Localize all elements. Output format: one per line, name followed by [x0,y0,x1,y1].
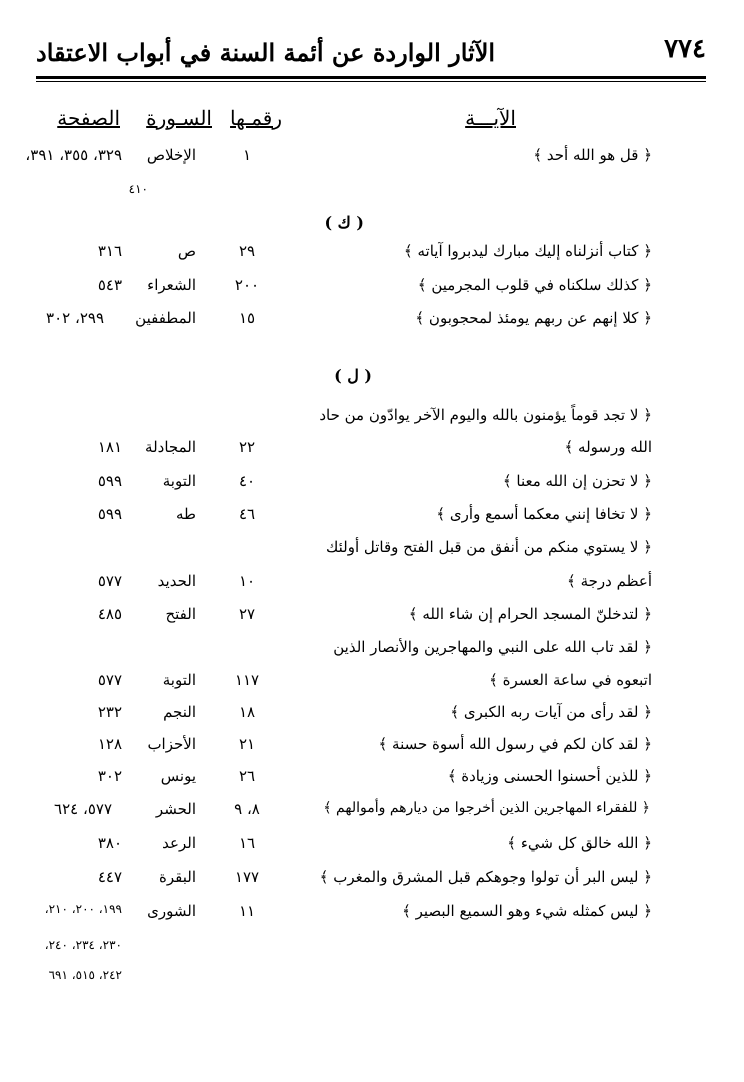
ayah-text: ﴿ لقد كان لكم في رسول الله أسوة حسنة ﴾ [378,735,652,753]
table-row [0,902,744,932]
ayah-text: ﴿ ليس كمثله شيء وهو السميع البصير ﴾ [402,902,652,920]
ayah-text: ﴿ لا تجد قوماً يؤمنون بالله واليوم الآخر يوادّون من حاد [319,406,652,424]
surah-name: المجادلة [145,438,196,456]
ayah-text: ﴿ للفقراء المهاجرين الذين أخرجوا من ديارهم وأموالهم ﴾ [323,800,650,816]
table-row-continuation [0,671,744,701]
column-header-surah: السـورة [146,106,212,130]
page-refs-cont: ٢٣٠، ٢٣٤، ٢٤٠، [44,938,122,952]
column-header-ayah: الآيـــة [465,106,516,130]
ayah-text: ﴿ لا تخافا إنني معكما أسمع وأرى ﴾ [436,505,652,523]
ayah-text-cont: أعظم درجة ﴾ [567,572,652,590]
page-refs: ١٨١ [97,438,122,456]
table-row [0,834,744,864]
surah-name: الإخلاص [146,146,196,164]
surah-name: الرعد [162,834,196,852]
ayah-number: ٤٠ [238,472,256,490]
table-row [0,505,744,535]
column-header-page: الصفحة [57,106,120,130]
surah-name: المطففين [135,309,196,327]
table-row [0,276,744,306]
ayah-text: ﴿ لا يستوي منكم من أنفق من قبل الفتح وقاتل أولئك [325,538,652,556]
ayah-number: ٢٦ [238,767,256,785]
ayah-number: ٢٠٠ [234,276,260,294]
page-header [36,34,706,74]
page-refs: ٢٩٩، ٣٠٢ [46,309,104,327]
ayah-text: ﴿ كلا إنهم عن ربهم يومئذ لمحجوبون ﴾ [415,309,652,327]
table-row [0,767,744,797]
surah-name: التوبة [162,671,196,689]
page-refs: ٥٧٧ [97,671,122,689]
ayah-text: ﴿ كذلك سلكناه في قلوب المجرمين ﴾ [417,276,652,294]
ayah-number: ١٧٧ [234,868,260,886]
surah-name: طه [176,505,196,523]
surah-name: الشورى [147,902,196,920]
table-row [0,868,744,898]
ayah-text: ﴿ لتدخلنّ المسجد الحرام إن شاء الله ﴾ [408,605,652,623]
ayah-number: ٨، ٩ [234,800,260,818]
table-row-continuation [0,938,744,968]
page-refs: ٤٤٧ [97,868,122,886]
ayah-number: ١١٧ [234,671,260,689]
table-row [0,638,744,668]
table-row [0,800,744,830]
page-refs-cont: ٢٤٢، ٥١٥، ٦٩١ [48,968,122,982]
surah-name: الفتح [165,605,196,623]
table-row [0,472,744,502]
ayah-text: ﴿ الله خالق كل شيء ﴾ [507,834,652,852]
page-refs: ٣٠٢ [97,767,122,785]
table-row [0,538,744,568]
page-refs: ٥٧٧ [97,572,122,590]
page-refs: ٢٣٢ [97,703,122,721]
ayah-number: ١ [242,146,252,164]
ayah-number: ١٨ [238,703,256,721]
surah-name: التوبة [162,472,196,490]
ayah-number: ١١ [238,902,256,920]
section-letter-lam: ( ل ) [334,366,372,385]
surah-name: يونس [160,767,196,785]
ayah-text: ﴿ ليس البر أن تولوا وجوهكم قبل المشرق والمغرب ﴾ [319,868,652,886]
ayah-number: ٢٩ [238,242,256,260]
ayah-text: ﴿ لقد رأى من آيات ربه الكبرى ﴾ [450,703,652,721]
surah-name: الشعراء [147,276,196,294]
page-refs: ٤٨٥ [97,605,122,623]
page-refs: ٥٩٩ [97,505,122,523]
page-refs: ٥٧٧، ٦٢٤ [54,800,112,818]
ayah-number: ٢٢ [238,438,256,456]
table-row [0,605,744,635]
table-row [0,406,744,436]
ayah-text-cont: اتبعوه في ساعة العسرة ﴾ [489,671,652,689]
ayah-text: ﴿ لقد تاب الله على النبي والمهاجرين والأنصار الذين [333,638,652,656]
surah-name: البقرة [159,868,196,886]
section-letter-kaf: ( ك ) [324,213,364,232]
table-row [0,735,744,765]
ayah-number: ١٠ [238,572,256,590]
table-row-continuation [0,572,744,602]
header-rule-thin [36,81,706,82]
table-row [0,146,744,176]
ayah-text-cont: الله ورسوله ﴾ [564,438,652,456]
page-refs: ٥٩٩ [97,472,122,490]
column-header-number: رقمـها [230,106,282,130]
ayah-number: ٢١ [238,735,256,753]
ayah-number: ٢٧ [238,605,256,623]
ayah-number: ١٦ [238,834,256,852]
page-refs: ٣٢٩، ٣٥٥، ٣٩١، [25,146,122,164]
surah-name: النجم [163,703,196,721]
page-refs: ٣٨٠ [97,834,122,852]
surah-name: الحديد [157,572,196,590]
page-refs: ١٩٩، ٢٠٠، ٢١٠، [44,902,122,916]
surah-name: الأحزاب [147,735,196,753]
surah-name: الحشر [155,800,196,818]
ayah-text: ﴿ لا تحزن إن الله معنا ﴾ [502,472,652,490]
header-rule [36,76,706,79]
page-refs-cont: ٤١٠ [128,182,148,196]
running-title: الآثار الواردة عن أئمة السنة في أبواب الاعتقاد [36,38,496,67]
table-row [0,309,744,339]
ayah-text: ﴿ كتاب أنزلناه إليك مبارك ليدبروا آياته ﴾ [403,242,652,260]
page-number: ٧٧٤ [664,34,706,64]
surah-name: ص [177,242,196,260]
ayah-text: ﴿ قل هو الله أحد ﴾ [533,146,652,164]
table-row-continuation [0,438,744,468]
page-refs: ٣١٦ [97,242,122,260]
table-row-continuation [0,182,744,212]
ayah-number: ٤٦ [238,505,256,523]
ayah-number: ١٥ [238,309,256,327]
table-row [0,242,744,272]
page-refs: ٥٤٣ [97,276,122,294]
page-refs: ١٢٨ [97,735,122,753]
table-row [0,703,744,733]
table-row-continuation [0,968,744,998]
ayah-text: ﴿ للذين أحسنوا الحسنى وزيادة ﴾ [447,767,652,785]
